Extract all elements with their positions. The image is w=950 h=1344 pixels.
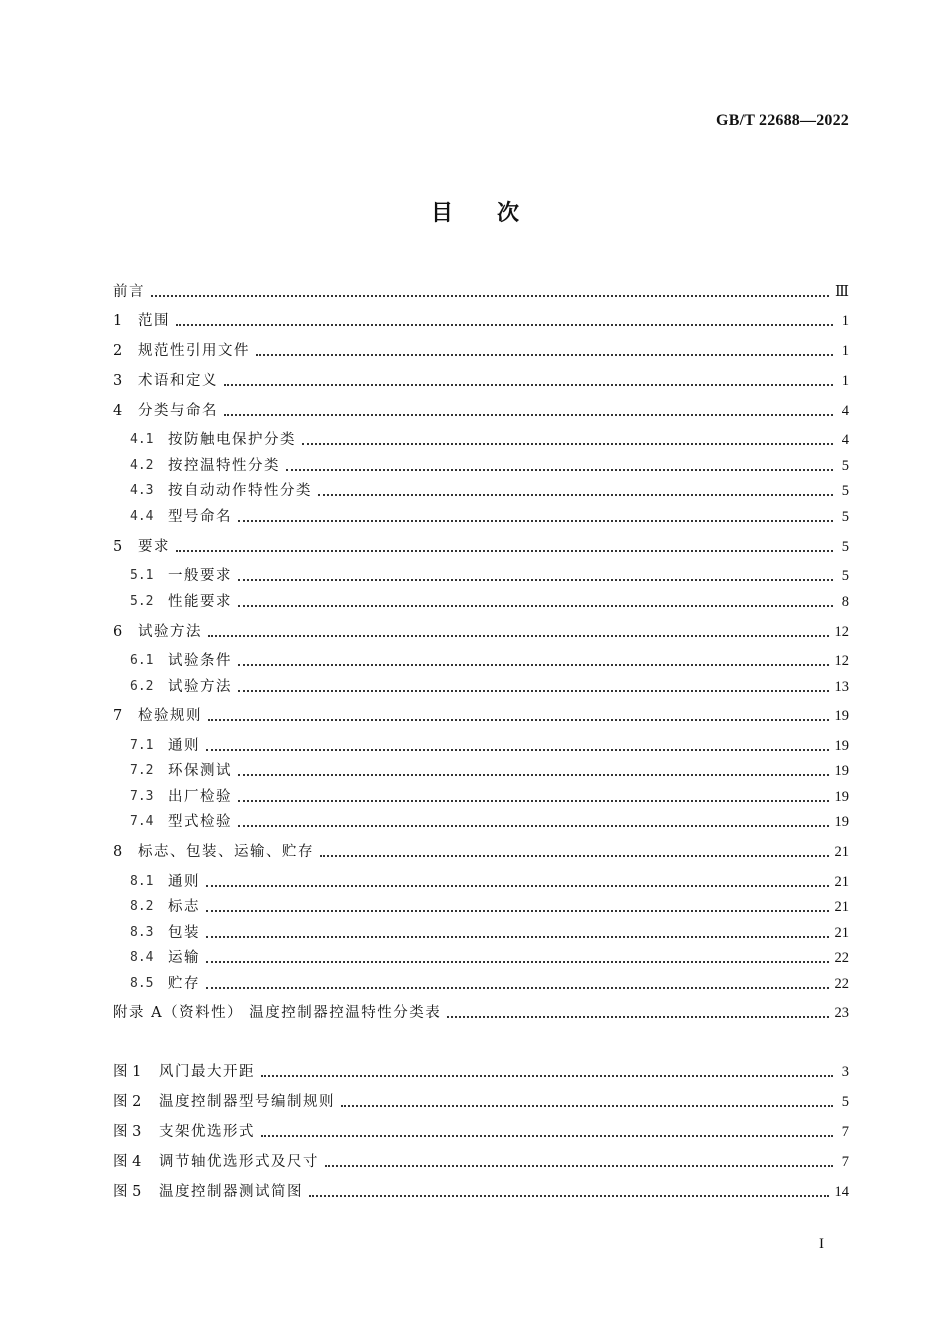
dot-leader <box>206 986 829 989</box>
toc-entry-number: 8.2 <box>130 899 154 914</box>
toc-entry-number: 8 <box>113 844 123 860</box>
toc-entry[interactable] <box>130 481 849 501</box>
toc-entry-number: 5 <box>113 539 123 555</box>
figure-entry-number: 图 2 <box>113 1094 142 1110</box>
toc-entry-number: 3 <box>113 373 123 389</box>
toc-entry-number: 7.2 <box>130 763 154 778</box>
toc-entry[interactable] <box>113 341 849 361</box>
toc-entry-number: 4.3 <box>130 483 154 498</box>
figure-entry-page: 5 <box>841 1094 849 1110</box>
toc-entry-page: 4 <box>841 403 849 419</box>
dot-leader <box>238 824 829 827</box>
toc-entry[interactable] <box>113 622 849 642</box>
toc-entry-label: 贮存 <box>168 976 200 992</box>
figure-entry-label: 温度控制器型号编制规则 <box>159 1094 335 1110</box>
toc-entry[interactable] <box>130 923 849 943</box>
dot-leader <box>325 1164 833 1167</box>
toc-entry-label: 要求 <box>138 539 170 555</box>
toc-entry-number: 4.2 <box>130 458 154 473</box>
toc-entry[interactable] <box>130 651 849 671</box>
toc-entry-label: 通则 <box>168 874 200 890</box>
toc-entry-number: 5.1 <box>130 568 154 583</box>
toc-entry-label: 运输 <box>168 950 200 966</box>
toc-entry-page: 5 <box>841 539 849 555</box>
dot-leader <box>206 935 829 938</box>
toc-entry-page: 19 <box>834 814 849 830</box>
toc-entry[interactable] <box>130 507 849 527</box>
toc-entry[interactable] <box>130 897 849 917</box>
figure-entry-number: 图 4 <box>113 1154 142 1170</box>
toc-entry[interactable] <box>113 842 849 862</box>
figure-entry-label: 支架优选形式 <box>159 1124 255 1140</box>
toc-entry-page: 21 <box>834 925 849 941</box>
toc-entry-label: 术语和定义 <box>138 373 218 389</box>
toc-entry-label: 试验方法 <box>138 624 202 640</box>
toc-entry[interactable] <box>130 430 849 450</box>
figure-entry[interactable] <box>113 1062 849 1082</box>
dot-leader <box>261 1074 833 1077</box>
toc-entry-number: 4.1 <box>130 432 154 447</box>
dot-leader <box>238 799 829 802</box>
toc-entry-label: 标志 <box>168 899 200 915</box>
toc-entry-label: 检验规则 <box>138 708 202 724</box>
toc-entry-page: 4 <box>841 432 849 448</box>
dot-leader <box>238 773 829 776</box>
toc-entry[interactable] <box>130 456 849 476</box>
figure-entry[interactable] <box>113 1182 849 1202</box>
toc-entry-page: 19 <box>834 708 849 724</box>
dot-leader <box>151 294 829 297</box>
dot-leader <box>238 663 829 666</box>
dot-leader <box>238 578 833 581</box>
toc-entry-number: 7.1 <box>130 738 154 753</box>
toc-entry-number: 7.4 <box>130 814 154 829</box>
dot-leader <box>208 634 829 637</box>
toc-entry-page: 5 <box>841 509 849 525</box>
toc-entry-label: 型式检验 <box>168 814 232 830</box>
toc-entry-number: 1 <box>113 313 123 329</box>
toc-entry[interactable] <box>130 948 849 968</box>
figure-entry-number: 图 3 <box>113 1124 142 1140</box>
dot-leader <box>261 1134 833 1137</box>
toc-entry-label: 试验条件 <box>168 653 232 669</box>
toc-entry-label: 范围 <box>138 313 170 329</box>
dot-leader <box>256 353 833 356</box>
dot-leader <box>206 884 829 887</box>
toc-entry-label: 通则 <box>168 738 200 754</box>
dot-leader <box>238 689 829 692</box>
toc-entry-page: 21 <box>834 899 849 915</box>
toc-entry-label: 性能要求 <box>168 594 232 610</box>
toc-entry-page: 23 <box>834 1005 849 1021</box>
dot-leader <box>286 468 833 471</box>
toc-entry-page: 19 <box>834 789 849 805</box>
toc-entry-number: 6.1 <box>130 653 154 668</box>
toc-entry-number: 2 <box>113 343 123 359</box>
toc-entry-page: 5 <box>841 483 849 499</box>
toc-entry-label: 型号命名 <box>168 509 232 525</box>
dot-leader <box>206 909 829 912</box>
toc-entry-label: 一般要求 <box>168 568 232 584</box>
dot-leader <box>447 1015 828 1018</box>
toc-entry-label: 包装 <box>168 925 200 941</box>
toc-entry-page: 19 <box>834 738 849 754</box>
toc-entry-page: 21 <box>834 874 849 890</box>
toc-entry-number: 8.1 <box>130 874 154 889</box>
figure-entry-label: 温度控制器测试简图 <box>159 1184 303 1200</box>
toc-entry-label: 规范性引用文件 <box>138 343 250 359</box>
figure-entry-page: 7 <box>841 1154 849 1170</box>
toc-entry-label: 附录 A（资料性） 温度控制器控温特性分类表 <box>113 1005 442 1021</box>
toc-entry[interactable] <box>130 974 849 994</box>
toc-entry-label: 按自动动作特性分类 <box>168 483 312 499</box>
toc-entry-label: 分类与命名 <box>138 403 218 419</box>
toc-entry-page: 22 <box>834 950 849 966</box>
dot-leader <box>206 748 829 751</box>
figure-entry-page: 7 <box>841 1124 849 1140</box>
toc-entry[interactable] <box>130 787 849 807</box>
toc-entry-number: 7 <box>113 708 123 724</box>
toc-entry-page: 13 <box>834 679 849 695</box>
page-title: 目次 <box>430 200 563 226</box>
toc-entry[interactable] <box>130 592 849 612</box>
standard-number: GB/T 22688—2022 <box>716 112 849 129</box>
toc-entry[interactable] <box>113 371 849 391</box>
toc-entry[interactable] <box>130 736 849 756</box>
toc-entry[interactable] <box>113 537 849 557</box>
toc-entry[interactable] <box>113 401 849 421</box>
toc-entry-label: 按防触电保护分类 <box>168 432 296 448</box>
dot-leader <box>302 442 833 445</box>
toc-entry-page: 12 <box>834 624 849 640</box>
dot-leader <box>320 854 829 857</box>
figure-entry[interactable] <box>113 1092 849 1112</box>
toc-entry-number: 5.2 <box>130 594 154 609</box>
toc-entry-number: 4.4 <box>130 509 154 524</box>
toc-entry-page: 8 <box>841 594 849 610</box>
figure-entry-label: 调节轴优选形式及尺寸 <box>159 1154 319 1170</box>
dot-leader <box>341 1104 833 1107</box>
dot-leader <box>318 493 833 496</box>
toc-entry-page: 5 <box>841 568 849 584</box>
toc-entry-label: 按控温特性分类 <box>168 458 280 474</box>
dot-leader <box>238 519 833 522</box>
dot-leader <box>224 413 833 416</box>
toc-entry[interactable] <box>113 282 849 302</box>
toc-entry-page: 5 <box>841 458 849 474</box>
dot-leader <box>238 604 833 607</box>
page-number: I <box>819 1236 824 1252</box>
figure-entry-page: 3 <box>841 1064 849 1080</box>
toc-entry-page: 22 <box>834 976 849 992</box>
toc-entry[interactable] <box>130 761 849 781</box>
figure-entry[interactable] <box>113 1152 849 1172</box>
toc-entry-label: 前言 <box>113 284 145 300</box>
dot-leader <box>224 383 833 386</box>
toc-entry-label: 标志、包装、运输、贮存 <box>138 844 314 860</box>
toc-entry-label: 试验方法 <box>168 679 232 695</box>
toc-entry-page: 19 <box>834 763 849 779</box>
toc-entry[interactable] <box>113 1003 849 1023</box>
toc-entry-number: 6 <box>113 624 123 640</box>
toc-entry[interactable] <box>130 566 849 586</box>
figure-entry-label: 风门最大开距 <box>159 1064 255 1080</box>
toc-entry-page: 21 <box>834 844 849 860</box>
toc-entry-label: 环保测试 <box>168 763 232 779</box>
toc-entry-number: 4 <box>113 403 123 419</box>
toc-entry-number: 8.4 <box>130 950 154 965</box>
figure-entry[interactable] <box>113 1122 849 1142</box>
toc-entry[interactable] <box>130 812 849 832</box>
figure-entry-number: 图 1 <box>113 1064 142 1080</box>
toc-entry-number: 7.3 <box>130 789 154 804</box>
toc-entry[interactable] <box>113 311 849 331</box>
toc-entry-number: 6.2 <box>130 679 154 694</box>
toc-entry-page: 12 <box>834 653 849 669</box>
dot-leader <box>176 549 833 552</box>
toc-entry-page: 1 <box>841 343 849 359</box>
toc-entry[interactable] <box>130 677 849 697</box>
figure-entry-page: 14 <box>834 1184 849 1200</box>
toc-entry-page: Ⅲ <box>835 284 849 300</box>
toc-entry-page: 1 <box>841 313 849 329</box>
toc-entry-page: 1 <box>841 373 849 389</box>
toc-entry-number: 8.5 <box>130 976 154 991</box>
dot-leader <box>208 718 829 721</box>
figure-entry-number: 图 5 <box>113 1184 142 1200</box>
toc-entry-label: 出厂检验 <box>168 789 232 805</box>
dot-leader <box>176 323 833 326</box>
toc-entry-number: 8.3 <box>130 925 154 940</box>
dot-leader <box>206 960 829 963</box>
toc-entry[interactable] <box>130 872 849 892</box>
toc-entry[interactable] <box>113 706 849 726</box>
dot-leader <box>309 1194 829 1197</box>
